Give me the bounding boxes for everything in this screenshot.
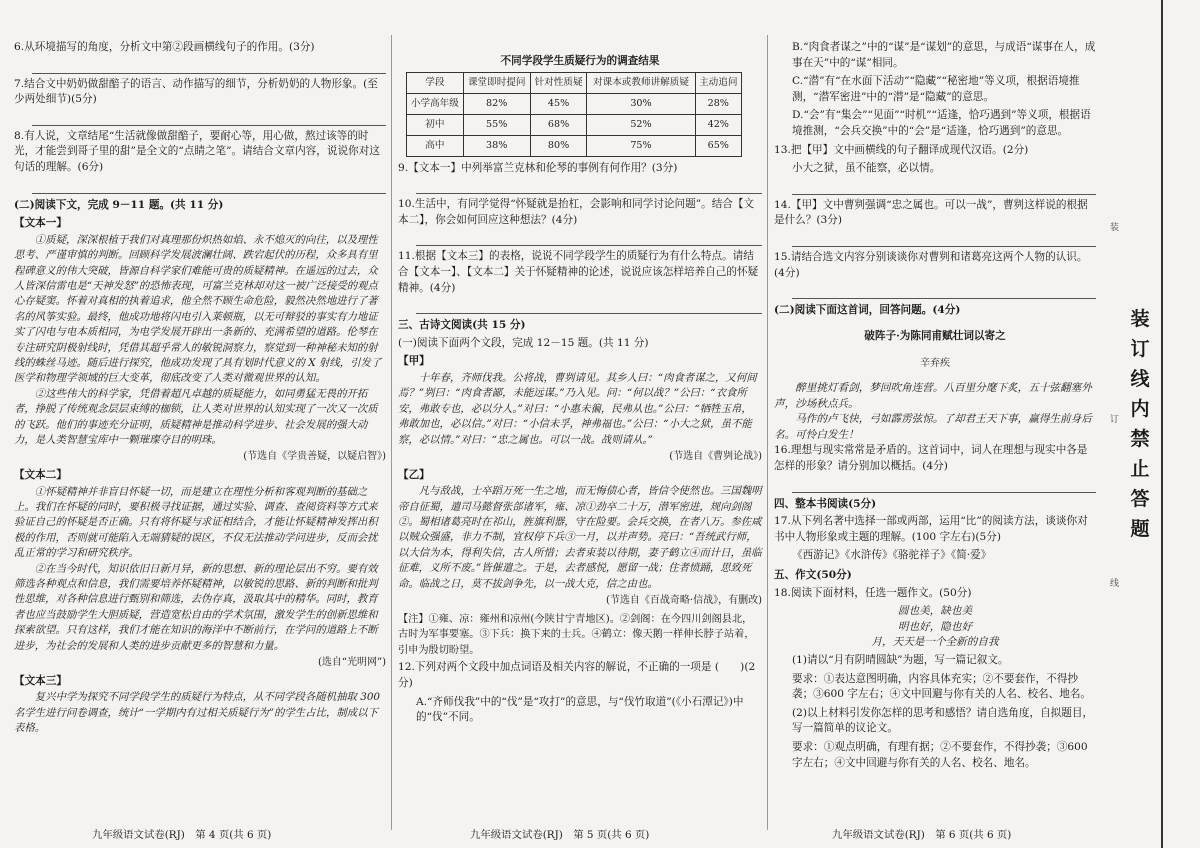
answer-line[interactable] xyxy=(792,478,1096,493)
answer-line[interactable] xyxy=(416,179,762,194)
book-list: 《西游记》《水浒传》《骆驼祥子》《简·爱》 xyxy=(792,549,992,562)
passage-jia: 十年春，齐师伐我。公将战，曹刿请见。其乡人曰：“肉食者谋之，又何间焉？”刿曰：“肉食者鄙，未能远谋。”乃入见。问：“何以战？”公曰：“衣食所安，弗敢专也，必以分人。”对曰：“小惠未徧，民弗从也。”公曰：“牺牲玉帛，弗敢加也，必以信。”对曰：“小信未孚，神弗福也。”公曰：“小大之狱，虽不能察，必以情。”对曰：“忠之属也。可以一战。战则请从。” xyxy=(398,371,757,446)
passage-jia-source: (节选自《曹刿论战》) xyxy=(669,450,762,462)
question-12 xyxy=(398,660,762,691)
writing-option-1: (1)请以“月有阴晴圆缺”为题，写一篇记叙文。 xyxy=(792,654,1009,666)
answer-line[interactable] xyxy=(416,231,762,246)
table-cell: 38% xyxy=(463,135,530,156)
table-row xyxy=(407,93,742,114)
text2-paragraph-1: ①怀疑精神并非盲目怀疑一切，而是建立在理性分析和客观判断的基础之上。我们在怀疑的同时，要积极寻找证据，通过实验、调查、查阅资料等方式来验证自己的怀疑是否正确。只有将怀疑与求证相结合，才能让怀疑精神发挥出积极的作用，否则就可能陷入无端猜疑的误区，不仅无法推动学问进步，反而会扰乱正常的学习和研究秩序。 xyxy=(14,485,378,560)
answer-line[interactable] xyxy=(792,284,1096,299)
binding-mark: 装 xyxy=(1110,223,1120,233)
table-cell: 75% xyxy=(587,135,695,156)
question-11: 11.根据【文本三】的表格，说说不同学段学生的质疑行为有什么特点。请结合【文本一】、【文本二】关于怀疑精神的论述，说说应该怎样培养自己的怀疑精神。(4分) xyxy=(398,250,759,294)
poem-author: 辛弃疾 xyxy=(920,357,950,369)
table-header-cell: 学段 xyxy=(407,72,464,93)
table-cell: 小学高年级 xyxy=(407,93,464,114)
text1-paragraph-2: ②这些伟大的科学家，凭借着超凡卓越的质疑能力，如同勇猛无畏的开拓者，挣脱了传统观念层层束缚的枷锁，让人类对世界的认知实现了一次又一次质的飞跃。他们的事迹充分证明，质疑精神是推动科学进步、社会发展的强大动力，是人类智慧宝库中一颗璀璨夺目的明珠。 xyxy=(14,387,378,447)
passage-yi-tag: 【乙】 xyxy=(398,468,430,481)
table-cell: 68% xyxy=(530,114,587,135)
table-row xyxy=(407,114,742,135)
question-16: 16.理想与现实常常是矛盾的。这首词中，词人在理想与现实中各是怎样的形象？请分别加以概括。(4分) xyxy=(774,444,1088,473)
table-row xyxy=(407,135,742,156)
column-page-4 xyxy=(14,40,386,737)
table-cell: 42% xyxy=(695,114,741,135)
question-8: 8.有人说，文章结尾“生活就像做甜醅子，要耐心等，用心做，熬过该等的时光，才能尝到哥子里的甜”是全文的“点睛之笔”。请结合文章内容，说说你对这句话的理解。(6分) xyxy=(14,129,380,173)
text1-tag: 【文本一】 xyxy=(14,217,67,230)
section-heading: 四、整本书阅读(5分) xyxy=(774,497,877,510)
page-footer-6: 九年级语文试卷(RJ) 第 6 页(共 6 页) xyxy=(832,829,1012,841)
option-b: B.“肉食者谋之”中的“谋”是“谋划”的意思，与成语“谋事在人，成事在天”中的“谋”相同。 xyxy=(792,41,1096,69)
section-heading: (二)阅读下文，完成 9－11 题。(共 11 分) xyxy=(14,198,224,211)
answer-line[interactable] xyxy=(792,232,1096,247)
answer-line[interactable] xyxy=(32,179,386,194)
material-line-3: 月，天天是一个全新的自我 xyxy=(871,636,999,649)
writing-option-1-requirements: 要求：①表达意图明确，内容具体充实；②不要套作，不得抄袭；③600 字左右；④文中回避与你有关的人名、校名、地名。 xyxy=(792,672,1092,701)
binding-edge-line xyxy=(1161,0,1163,848)
option-a: A.“齐师伐我”中的“伐”是“攻打”的意思，与“伐竹取道”(《小石潭记》)中的“伐”不同。 xyxy=(416,695,744,724)
passage-jia-tag: 【甲】 xyxy=(398,355,430,368)
column-divider xyxy=(767,35,768,830)
question-9: 9.【文本一】中列举富兰克林和伦琴的事例有何作用？(3分) xyxy=(398,161,678,174)
subsection-heading: (二)阅读下面这首词，回答问题。(4分) xyxy=(774,304,961,317)
table-cell: 80% xyxy=(530,135,587,156)
annotation-note: 【注】①雍、凉：雍州和凉州(今陕甘宁青地区)。②剑阁：在今四川剑阁县北，古时为军事要塞。③下兵：换下来的士兵。④鹤立：像天鹅一样伸长脖子站着，引申为殷切盼望。 xyxy=(398,613,755,656)
table-cell: 55% xyxy=(463,114,530,135)
table-header-cell: 主动追问 xyxy=(695,72,741,93)
material-line-2: 明也好，隐也好 xyxy=(897,620,973,633)
question-12-stem: 12.下列对两个文段中加点词语及相关内容的解说，不正确的一项是 xyxy=(398,661,712,674)
text2-tag: 【文本二】 xyxy=(14,469,67,482)
table-cell: 高中 xyxy=(407,135,464,156)
question-15: 15.请结合选文内容分别谈谈你对曹刿和诸葛亮这两个人物的认识。(4分) xyxy=(774,250,1088,279)
column-page-5 xyxy=(398,56,762,729)
column-divider xyxy=(391,35,392,830)
table-header-cell: 课堂即时提问 xyxy=(463,72,530,93)
question-18: 18.阅读下面材料，任选一题作文。(50分) xyxy=(774,586,972,599)
question-17: 17.从下列名著中选择一部或两部，运用“比”的阅读方法，谈谈你对书中人物形象或主题的理解。(100 字左右)(5分) xyxy=(774,515,1088,543)
question-6: 6.从环境描写的角度，分析文中第②段画横线句子的作用。(3分) xyxy=(14,41,315,53)
table-cell: 28% xyxy=(695,93,741,114)
page-footer-4: 九年级语文试卷(RJ) 第 4 页(共 6 页) xyxy=(92,829,272,841)
question-10: 10.生活中，有同学觉得“怀疑就是抬杠，会影响和同学讨论问题”。结合【文本二】，你会如何回应这种想法？(4分) xyxy=(398,198,755,226)
answer-line[interactable] xyxy=(32,59,386,74)
table-cell: 30% xyxy=(587,93,695,114)
section-heading: 三、古诗文阅读(共 15 分) xyxy=(398,319,526,332)
table-cell: 初中 xyxy=(407,114,464,135)
option-d: D.“会”有“集会”“见面”“时机”“适逢，恰巧遇到”等义项，根据语境推测，“会兵交换”中的“会”是“适逢，恰巧遇到”的意思。 xyxy=(792,109,1091,137)
poem-title: 破阵子·为陈同甫赋壮词以寄之 xyxy=(864,330,1006,343)
passage-yi: 凡与敌战，士卒蹈万死一生之地，而无悔债心者，皆信令使然也。三国魏明帝自征蜀，遣司马懿督张郃诸军，雍、凉①劲卒二十万，潜军密进，规向剑阁②。蜀相诸葛亮时在祁山，旌旗利器，守在险要。会兵交换，在者八万。参佐咸以贼众强盛，非力不制，宜权停下兵③一月，以并声势。亮曰：“吾统武行师，以大信为本，得利失信，古人所惜；去者束装以待期，妻子鹤立④而计日，虽临征难，义所不废。”皆催遣之。于是，去者感悦，愿留一战；住者愤踊，思致死命。临战之日，莫不拔剑争先，以一战大克，信之由也。 xyxy=(398,485,762,590)
writing-option-2: (2)以上材料引发你怎样的思考和感悟？请自选角度，自拟题目，写一篇简单的议论文。 xyxy=(792,706,1094,735)
section-heading: 五、作文(50分) xyxy=(774,569,852,582)
material-line-1: 圆也美，缺也美 xyxy=(897,605,973,618)
table-cell: 65% xyxy=(695,135,741,156)
text2-paragraph-2: ②在当今时代，知识依旧日新月异，新的思想、新的理论层出不穷。要有效筛选各种观点和信息，我们需要培养怀疑精神，以敏锐的思路、新的判断和批判性思维，对各种信息进行甄别和筛选，去伪存真，汲取其中的精华。同时，教育者也应当鼓励学生大胆质疑，营造宽松自由的学术氛围，激发学生的创新思维和探索欲望。只有这样，我们才能在知识的海洋中不断前行，在学问的道路上不断进步，为社会的发展和人类的进步贡献更多的智慧和力量。 xyxy=(14,562,378,652)
text1-source: (节选自《学贵善疑，以疑启智》) xyxy=(243,451,386,463)
answer-line[interactable] xyxy=(416,299,762,314)
column-page-6 xyxy=(774,40,1096,774)
answer-line[interactable] xyxy=(32,111,386,126)
passage-yi-source: (节选自《百战奇略·信战》，有删改) xyxy=(606,595,762,606)
page-footer-5: 九年级语文试卷(RJ) 第 5 页(共 6 页) xyxy=(470,829,650,841)
survey-table-title: 不同学段学生质疑行为的调查结果 xyxy=(500,55,660,67)
table-header-cell: 针对性质疑 xyxy=(530,72,587,93)
text3-paragraph-1: 复兴中学为探究不同学段学生的质疑行为特点，从不同学段各随机抽取 300 名学生进行问卷调查，统计“一学期内有过相关质疑行为”的学生占比，制成以下表格。 xyxy=(14,691,381,735)
text1-paragraph-1: ①质疑，深深根植于我们对真理那份炽热如焰、永不熄灭的向往，以及理性思考、严谨审慎的判断。回顾科学发展波澜壮阔、跌宕起伏的历程，众多具有里程碑意义的伟大突破，皆源自科学家们难能可贵的质疑精神。在遥远的过去，众人皆深信雷电是“天神发怒”的恐怖表现，可富兰克林却对这一被广泛接受的观点心存疑窦。怀着对真相的执着追求，他全然不顾生命危险，毅然决然地进行了著名的风筝实验。最终，他成功地将闪电引入莱顿瓶，以无可辩驳的事实有力地证实了闪电与电本质相同，为电学发展开辟出一条新的、充满希望的道路。伦琴在专注研究阴极射线时，凭借其超乎常人的敏锐洞察力，察觉到一种神秘未知的射线的蛛丝马迹。随后进行探究，他成功发现了具有划时代意义的 X 射线，引发了医学和物理学领域的巨大变革，彻底改变了人类对微观世界的认知。 xyxy=(14,233,382,385)
question-7: 7.结合文中奶奶做甜醅子的语言、动作描写的细节，分析奶奶的人物形象。(至少两处细节)(5分) xyxy=(14,77,378,106)
table-cell: 82% xyxy=(463,93,530,114)
binding-mark: 线 xyxy=(1110,579,1120,589)
table-cell: 45% xyxy=(530,93,587,114)
option-c: C.“潜”有“在水面下活动”“隐藏”“秘密地”等义项，根据语境推测，“潜军密进”中的“潜”是“隐藏”的意思。 xyxy=(792,75,1080,103)
question-14: 14.【甲】文中曹刿强调“忠之属也。可以一战”，曹刿这样说的根据是什么？(3分) xyxy=(774,198,1088,227)
writing-option-2-requirements: 要求：①观点明确，有理有据；②不要套作，不得抄袭；③600 字左右；④文中回避与你有关的人名、校名、地名。 xyxy=(792,740,1088,769)
question-13: 13.把【甲】文中画横线的句子翻译成现代汉语。(2分) xyxy=(774,143,1029,156)
table-header-row xyxy=(407,72,742,93)
survey-table xyxy=(406,72,742,157)
text3-tag: 【文本三】 xyxy=(14,674,67,687)
table-cell: 52% xyxy=(587,114,695,135)
poem-line-1: 醉里挑灯看剑，梦回吹角连营。八百里分麾下炙，五十弦翻塞外声，沙场秋点兵。 xyxy=(774,382,1092,410)
question-13-sentence: 小大之狱，虽不能察，必以情。 xyxy=(792,162,941,175)
answer-line[interactable] xyxy=(792,180,1096,195)
subsection-heading: (一)阅读下面两个文段，完成 12－15 题。(共 11 分) xyxy=(398,336,649,349)
binding-notice: 装订线内禁止答题 xyxy=(1130,308,1150,540)
table-header-cell: 对课本或教师讲解质疑 xyxy=(587,72,695,93)
poem-line-2: 马作的卢飞快，弓如霹雳弦惊。了却君王天下事，赢得生前身后名。可怜白发生！ xyxy=(774,413,1092,441)
binding-mark: 订 xyxy=(1110,415,1120,425)
question-12-score: ( )(2分) xyxy=(398,661,756,689)
text2-source: (选自“光明网”) xyxy=(317,657,386,669)
